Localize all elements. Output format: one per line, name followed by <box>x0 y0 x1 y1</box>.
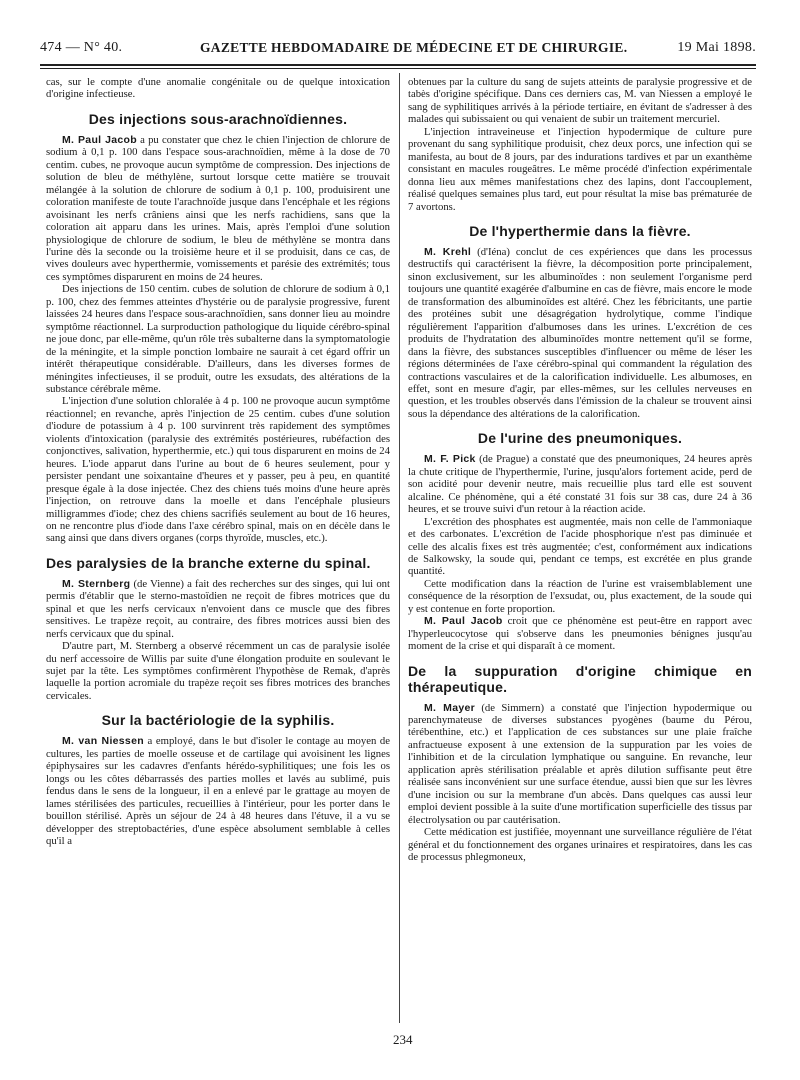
header-rule-thin <box>40 68 756 69</box>
paragraph-text: a employé, dans le but d'isoler le contage au moyen de cultures, les parties de moelle osseuse et de cartilage qui avoisinent les lignes épiphysaires sur les cadavres d'enfants hérédo-syphilitiques; une fois les os longs ou les côtes débarrassés des parties molles et lavés au sublimé, puis fendus dans le sens de la longueur, il en a enlevé par le grattage au moyen de lames stérilisées des particules, recueillies à l'intérieur, pour les porter dans le bouillon stérilisé. Après un séjour de 24 à 48 heures dans l'étuve, il a vu se développer des streptobactéries, d'une espèce absolument semblable à celles qu'il a <box>46 735 390 848</box>
author-name: M. Paul Jacob <box>424 615 503 628</box>
paragraph <box>408 615 752 652</box>
paragraph: D'autre part, M. Sternberg a observé récemment un cas de paralysie isolée du nerf accessoire de Willis par suite d'une élongation produite en soulevant le sujet par la tête. Les symptômes confirmèrent l'hypothèse de Remak, d'après laquelle la portion acromiale du trapèze reçoit ses fibres motrices des branches cervicales. <box>46 640 390 702</box>
section-heading: Des injections sous-arachnoïdiennes. <box>88 110 348 127</box>
paragraph: Cette médication est justifiée, moyennant une surveillance régulière de l'état général et du fonctionnement des organes urinaires et respiratoires, dans les cas de processus phlegmoneux, <box>408 826 752 864</box>
paragraph <box>46 134 390 283</box>
paragraph: obtenues par la culture du sang de sujets atteints de paralysie progressive et de tabès d'origine spécifique. Dans ces derniers cas, M. van Niessen a employé le sang de syphilitiques arrivés à la période tertiaire, en évitant de s'adresser à des malades qui subissaient ou qui venaient de subir un traitement mercuriel. <box>408 76 752 126</box>
paragraph: L'excrétion des phosphates est augmentée, mais non celle de l'ammoniaque et des carbonates. L'excrétion de l'acide phosphorique n'est pas diminuée et celle des alcalis fixes est très augmentée; c'est, conformément aux indications de Salkowsky, la soude qui, pendant ce temps, est excrétée en plus grande quantité. <box>408 515 752 578</box>
paragraph: L'injection d'une solution chloralée à 4 p. 100 ne provoque aucun symptôme réactionnel; en revanche, après l'injection de 25 centim. cubes d'une solution d'iodure de potassium à 4 p. 100 survinrent très rapidement des symptômes violents d'intoxication (paralysie des extrémités postérieures, rubéfaction des conjonctives, salivation, hyperthermie, etc.) qui tous disparurent en moins de 24 heures. L'iode apparut dans l'urine au bout de 6 heures seulement, pour y persister pendant une soixantaine d'heures et y passer, peu à peu, en quantité presque égale à la dose injectée. Chez des chiens tués moins d'une heure après l'injection, on retrouve dans la moelle et dans l'encéphale plusieurs milligrammes d'iode; chez des chiens sacrifiés seulement au bout de 16 heures, on ne rencontre plus d'iode dans l'axe cérébro spinal, mais on en décèle dans le sang ainsi que dans divers organes (corps thyroïde, muscles, etc.). <box>46 395 390 545</box>
author-name: M. F. Pick <box>424 453 476 466</box>
paragraph <box>408 702 752 827</box>
author-name: M. Paul Jacob <box>62 133 137 146</box>
paragraph: Cette modification dans la réaction de l'urine est vraisemblablement une conséquence de la résorption de l'exsudat, ou, plus exactement, de la soude qui y est contenue en forte proportion. <box>408 577 752 615</box>
section-heading: De l'urine des pneumoniques. <box>477 430 683 447</box>
paragraph <box>46 578 390 640</box>
right-column <box>408 76 752 1031</box>
section-heading: De la suppuration d'origine chimique en thérapeutique. <box>408 662 752 695</box>
paragraph <box>408 246 752 420</box>
section-heading: Des paralysies de la branche externe du spinal. <box>46 554 371 571</box>
page-header <box>40 40 756 62</box>
header-rule-thick <box>40 64 756 66</box>
paragraph-text: (de Vienne) a fait des recherches sur des singes, qui lui ont permis d'établir que le sterno-mastoïdien ne reçoit de fibres motrices que du spinal et que les nerfs cervicaux n'envoient dans ce muscle que des fibres sensitives. Le trapèze reçoit, au contraire, des fibres motrices aussi bien des nerfs cervicaux que du spinal. <box>46 577 390 640</box>
left-column <box>46 76 390 1031</box>
paragraph: cas, sur le compte d'une anomalie congénitale ou de quelque intoxication d'origine infectieuse. <box>46 76 390 101</box>
page-number: 234 <box>393 1032 413 1047</box>
column-divider <box>399 73 400 1023</box>
paragraph-text: (d'Iéna) conclut de ces expériences que dans les processus destructifs qui caractérisent la fièvre, la décomposition porte principalement, sinon exclusivement, sur les albuminoïdes : non seulement l'organisme perd toujours une quantité exagérée d'albumine en cas de fièvre, mais encore le mode de transformation des albuminoïdes est altéré. Chez les fébricitants, une partie des protéines subit une désagrégation hydrolytique, comme l'indique régulièrement l'apparition d'albumoses dans les urines. L'excrétion de ces produits de l'hydratation des albuminoïdes montre nettement qu'il se forme, dans la fièvre, des substances susceptibles d'influencer ou même de léser les régions déterminées de l'axe cérébro-spinal qui commandent la régulation des contractions vasculaires et de la calorification individuelle. Les albumoses, en effet, sont en mesure d'agir, par elles-mêmes, sur les cellules nerveuses en question, et les troubles observés dans l'émission de la chaleur se trouvent ainsi sous la dépendance des altérations de la calorification. <box>408 245 752 420</box>
paragraph-text: (de Simmern) a constaté que l'injection hypodermique ou parenchymateuse de diverses substances pyogènes (baume du Pérou, térébenthine, etc.) et l'application de ces substances sur une plaie fraîche anfractueuse exposent à une extension de la suppuration par les voies de l'inhibition et de la circulation lymphatique ou sanguine. En revanche, leur application après stérilisation préalable et après dilution suffisante peut être réalisée sans inconvénient sur une surface étendue, aussi bien que sur les lèvres d'une incision ou sur la membrane d'un abcès. Dans quelques cas aussi leur emploi devient possible à la suite d'une mortification superficielle des tissus par électrolysation ou par cautérisation. <box>408 701 752 826</box>
paragraph-text: (de Prague) a constaté que des pneumoniques, 24 heures après la chute critique de l'hyperthermie, l'urine, jusqu'alors fortement acide, perd de son acidité pour devenir neutre, mais recueillie plus tard elle est souvent alcaline. Ce phénomène, qui a été constaté 31 fois sur 38 cas, dure 24 à 36 heures, et se trouve suivi d'un retour à la réaction acide. <box>408 453 752 516</box>
journal-title: GAZETTE HEBDOMADAIRE DE MÉDECINE ET DE CHIRURGIE. <box>200 40 628 55</box>
paragraph-text: a pu constater que chez le chien l'injection de chlorure de sodium à 0,1 p. 100 dans l'espace sous-arachnoïdien, même à la dose de 70 centim. cubes, ne provoque aucun symptôme de compression. Des injections de solution de bleu de méthylène, surtout lorsque cette matière se trouvait mélangée à la solution de chlorure de sodium à 0,1 p. 100, produisirent une coloration manifeste de toute l'arachnoïde jusque dans l'encéphale et les régions avoisinant les nerfs crâniens ainsi que les nerfs rachidiens, sans que la coloration ait apparu dans les urines. Mais, après l'emploi d'une solution physiologique de chlorure de sodium, le bleu de méthylène se montra dans l'urine dès la seconde ou la troisième heure et il se produisit, dans ce cas, de vives douleurs avec hyperthermie, vomissements et parésie des extrémités; tous ces symptômes disparurent en moins de 24 heures. <box>46 133 390 283</box>
page-issue-number: 474 — N° 40. <box>40 40 123 55</box>
paragraph: L'injection intraveineuse et l'injection hypodermique de culture pure provenant du sang syphilitique produisit, chez deux porcs, une infection qui se manifesta, au bout de 8 jours, par des indurations tardives et par un exanthème consistant en macules rougeâtres. Le même procédé d'infection expérimentale donna lieu aux mêmes manifestations chez des lapins, dont l'accouplement, réalisé quelques semaines plus tard, eut pour résultat la mise bas prématurée de 7 avortons. <box>408 125 752 213</box>
paragraph-text: croit que ce phénomène est peut-être en rapport avec l'hyperleucocytose qui s'observe dans les pneumonies bénignes jusqu'au moment de la crise et qui disparaît à ce moment. <box>408 615 752 653</box>
section-heading: De l'hyperthermie dans la fièvre. <box>469 222 691 239</box>
author-name: M. Mayer <box>424 701 475 714</box>
issue-date: 19 Mai 1898. <box>677 40 756 55</box>
author-name: M. van Niessen <box>62 735 144 748</box>
paragraph <box>46 735 390 847</box>
author-name: M. Sternberg <box>62 577 131 590</box>
paragraph <box>408 453 752 515</box>
author-name: M. Krehl <box>424 245 472 258</box>
section-heading: Sur la bactériologie de la syphilis. <box>101 712 335 729</box>
paragraph: Des injections de 150 centim. cubes de solution de chlorure de sodium à 0,1 p. 100, chez des femmes atteintes d'hystérie ou de paralysie progressive, furent laissées 24 heures dans l'espace sous-arachnoïdien, sans donner lieu au moindre symptôme réactionnel. La surproduction pathologique du liquide cérébro-spinal ne joue donc, par elle-même, qu'un rôle très subalterne dans la symptomatologie de la méningite, et la simple ponction lombaire ne saurait à cet égard offrir un intérêt thérapeutique considérable. D'ailleurs, dans les diverses formes de méningites infectieuses, il se produit, outre les exsudats, des altérations de la substance cérébrale même. <box>46 283 390 395</box>
